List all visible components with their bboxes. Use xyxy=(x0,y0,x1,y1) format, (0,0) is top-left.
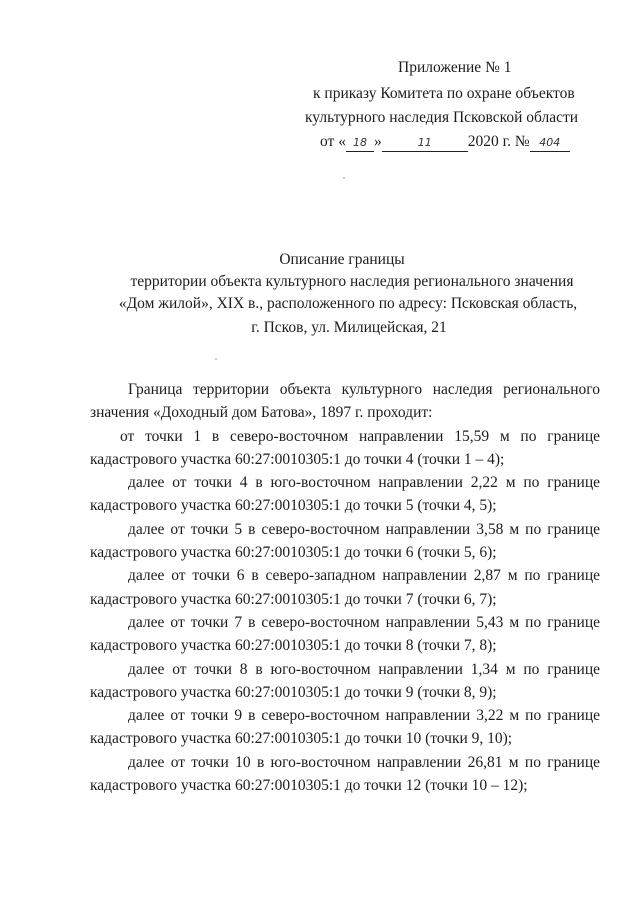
segment-line-2: кадастрового участка 60:27:0010305:1 до точки 9 (точки 8, 9); xyxy=(90,683,497,701)
segment-line-1: далее от точки 5 в северо-восточном направлении 3,58 м по границе xyxy=(128,520,600,538)
segment-line-1: далее от точки 4 в юго-восточном направлении 2,22 м по границе xyxy=(128,474,600,492)
segment-line-2: кадастрового участка 60:27:0010305:1 до точки 5 (точки 4, 5); xyxy=(90,497,497,515)
boundary-segment xyxy=(90,471,600,518)
order-month-field xyxy=(382,135,468,152)
title-line-3: «Дом жилой», XIX в., расположенного по адресу: Псковская область, xyxy=(118,295,578,312)
appendix-number: Приложение № 1 xyxy=(398,59,512,76)
intro-line-2: значения «Доходный дом Батова», 1897 г. проходит: xyxy=(90,404,433,422)
segment-line-2: кадастрового участка 60:27:0010305:1 до точки 8 (точки 7, 8); xyxy=(90,637,497,655)
order-day-field xyxy=(346,135,374,152)
intro-line-1: Граница территории объекта культурного наследия регионального xyxy=(128,381,600,398)
segment-line-1: далее от точки 6 в северо-западном направлении 2,87 м по границе xyxy=(128,567,600,585)
segment-line-2: кадастрового участка 60:27:0010305:1 до точки 7 (точки 6, 7); xyxy=(90,590,497,608)
boundary-segment xyxy=(90,425,600,472)
segment-line-1: от точки 1 в северо-восточном направлении 15,59 м по границе xyxy=(120,427,600,445)
date-year: 2020 г. № xyxy=(467,133,530,150)
order-number-field xyxy=(530,135,570,152)
boundary-segment xyxy=(90,658,600,705)
boundary-description xyxy=(90,378,600,797)
intro-paragraph xyxy=(90,378,600,425)
boundary-segment xyxy=(90,518,600,565)
segment-line-1: далее от точки 10 в юго-восточном направлении 26,81 м по границе xyxy=(128,753,600,771)
segment-line-2: кадастрового участка 60:27:0010305:1 до точки 10 (точки 9, 10); xyxy=(90,730,513,748)
order-day: 18 xyxy=(352,136,367,149)
boundary-segment xyxy=(90,564,600,611)
date-prefix: от « xyxy=(320,133,346,150)
segment-line-1: далее от точки 9 в северо-восточном направлении 3,22 м по границе xyxy=(128,707,600,725)
boundary-segment xyxy=(90,611,600,658)
title-line-2: территории объекта культурного наследия регионального значения xyxy=(130,273,574,290)
order-number: 404 xyxy=(539,136,561,149)
boundary-segment xyxy=(90,751,600,798)
scan-speck xyxy=(343,177,345,179)
order-reference: к приказу Комитета по охране объектов xyxy=(313,85,575,102)
title-line-4: г. Псков, ул. Милицейская, 21 xyxy=(251,319,447,336)
order-month: 11 xyxy=(417,136,432,149)
segment-line-1: далее от точки 7 в северо-восточном направлении 5,43 м по границе xyxy=(128,613,600,631)
segment-line-1: далее от точки 8 в юго-восточном направлении 1,34 м по границе xyxy=(128,660,600,678)
document-title: Описание границы xyxy=(279,251,405,268)
segment-line-2: кадастрового участка 60:27:0010305:1 до точки 6 (точки 5, 6); xyxy=(90,544,497,562)
date-quote: » xyxy=(373,133,382,150)
scan-speck xyxy=(215,358,217,360)
segment-line-2: кадастрового участка 60:27:0010305:1 до точки 12 (точки 10 – 12); xyxy=(90,777,528,795)
committee-name: культурного наследия Псковской области xyxy=(305,109,579,126)
segment-line-2: кадастрового участка 60:27:0010305:1 до точки 4 (точки 1 – 4); xyxy=(90,450,505,468)
boundary-segment xyxy=(90,704,600,751)
order-date-line xyxy=(320,132,570,152)
